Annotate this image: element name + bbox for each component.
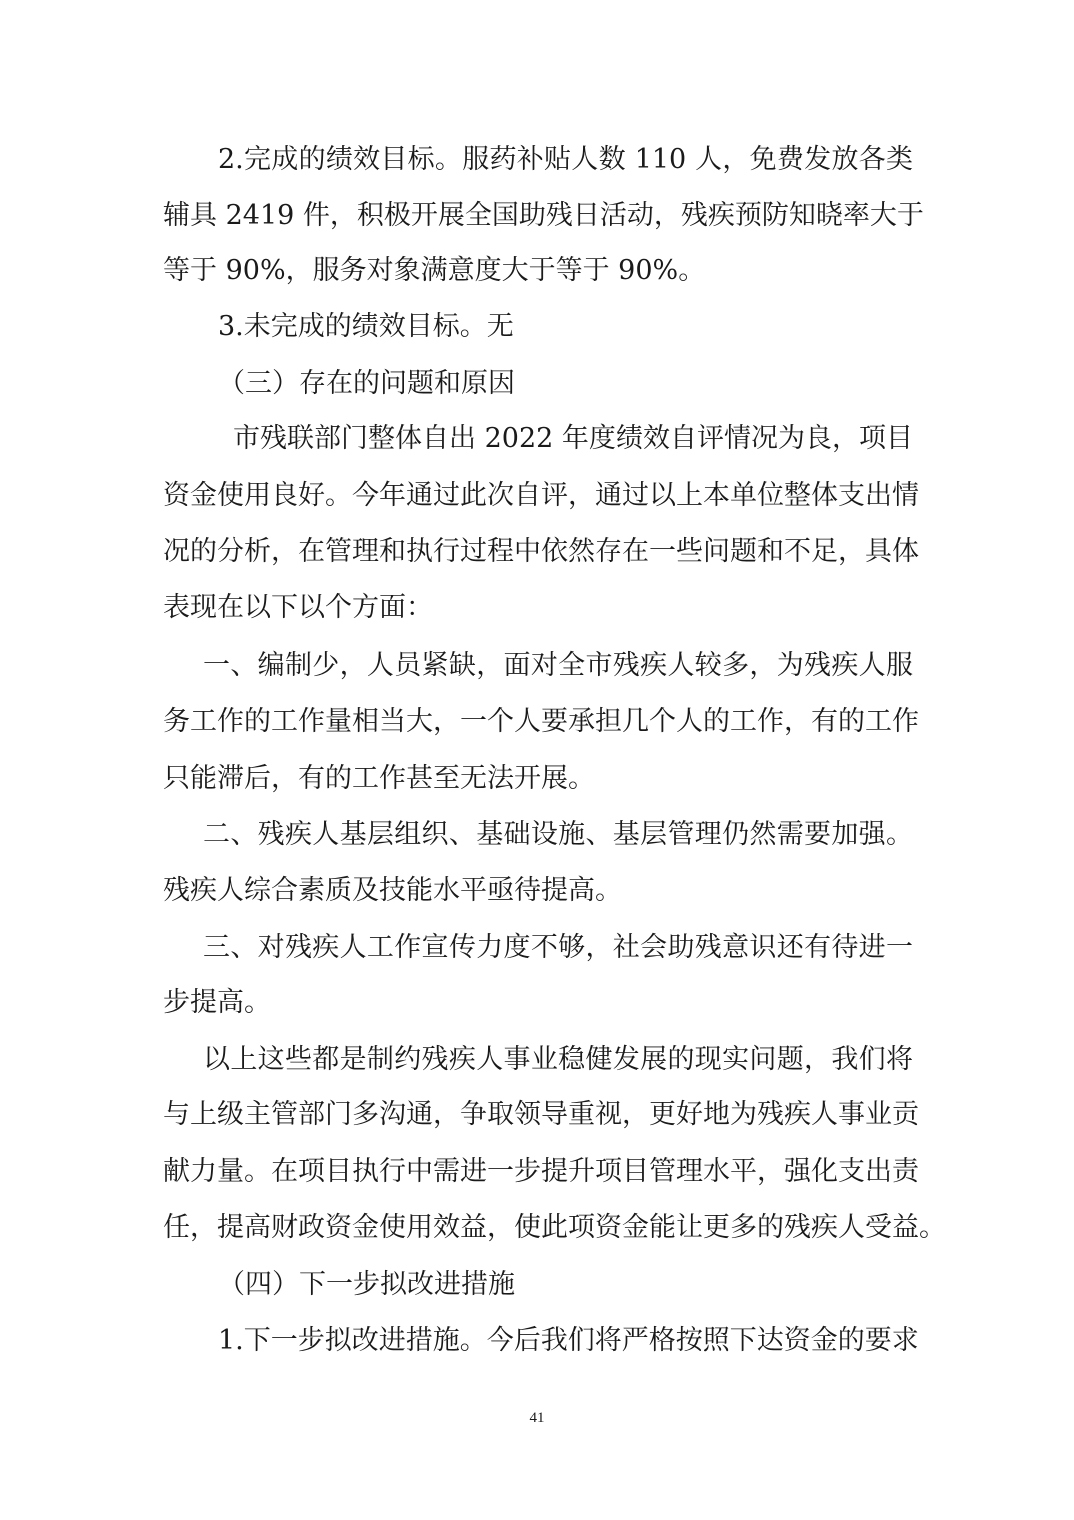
- paragraph-line: 一、编制少，人员紧缺，面对全市残疾人较多，为残疾人服: [203, 650, 913, 681]
- paragraph-line: 任，提高财政资金使用效益，使此项资金能让更多的残疾人受益。: [163, 1212, 946, 1243]
- paragraph-line: 市残联部门整体自出 2022 年度绩效自评情况为良，项目: [233, 423, 913, 454]
- paragraph-line: 步提高。: [163, 987, 271, 1018]
- paragraph-line: 1.下一步拟改进措施。今后我们将严格按照下达资金的要求: [218, 1325, 919, 1356]
- section-heading: （三）存在的问题和原因: [218, 368, 515, 399]
- paragraph-line: 3.未完成的绩效目标。无: [218, 311, 514, 342]
- paragraph-line: 与上级主管部门多沟通，争取领导重视，更好地为残疾人事业贡: [163, 1099, 919, 1130]
- paragraph-line: 况的分析，在管理和执行过程中依然存在一些问题和不足，具体: [163, 536, 919, 567]
- paragraph-line: 等于 90%，服务对象满意度大于等于 90%。: [163, 255, 706, 286]
- paragraph-line: 务工作的工作量相当大，一个人要承担几个人的工作，有的工作: [163, 706, 919, 737]
- paragraph-line: 残疾人综合素质及技能水平亟待提高。: [163, 875, 622, 906]
- paragraph-line: 只能滞后，有的工作甚至无法开展。: [163, 763, 595, 794]
- paragraph-line: 资金使用良好。今年通过此次自评，通过以上本单位整体支出情: [163, 480, 919, 511]
- paragraph-line: 三、对残疾人工作宣传力度不够，社会助残意识还有待进一: [203, 932, 913, 963]
- page-number: 41: [529, 1410, 545, 1426]
- paragraph-line: 2.完成的绩效目标。服药补贴人数 110 人，免费发放各类: [218, 144, 913, 175]
- paragraph-line: 以上这些都是制约残疾人事业稳健发展的现实问题，我们将: [203, 1044, 913, 1075]
- paragraph-line: 献力量。在项目执行中需进一步提升项目管理水平，强化支出责: [163, 1156, 919, 1187]
- paragraph-line: 辅具 2419 件，积极开展全国助残日活动，残疾预防知晓率大于: [163, 200, 924, 231]
- section-heading: （四）下一步拟改进措施: [218, 1269, 515, 1300]
- paragraph-line: 表现在以下以个方面：: [163, 592, 433, 623]
- paragraph-line: 二、残疾人基层组织、基础设施、基层管理仍然需要加强。: [203, 819, 913, 850]
